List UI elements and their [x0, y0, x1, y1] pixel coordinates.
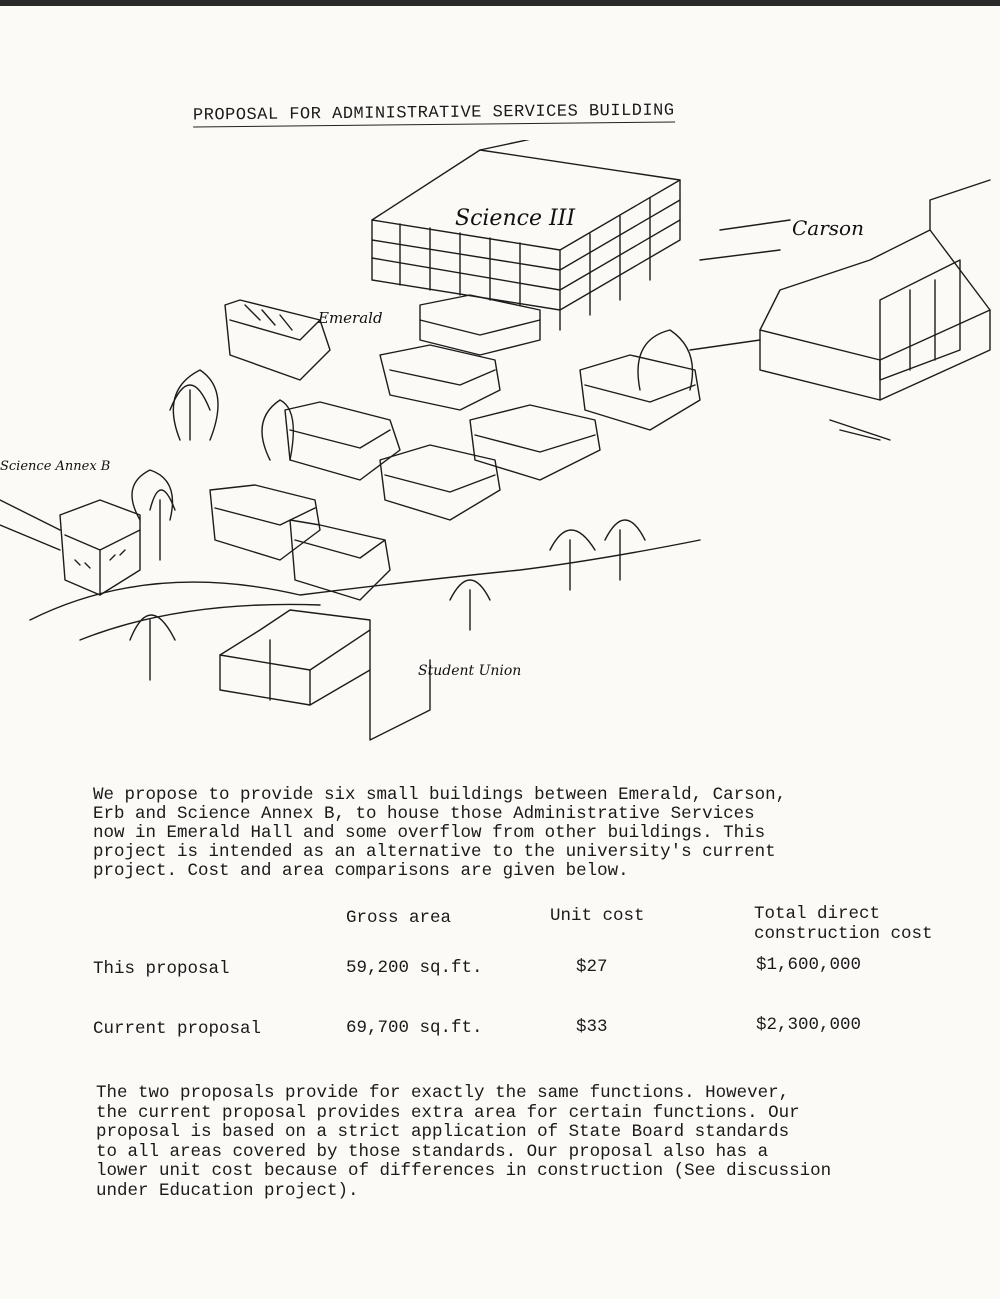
- document-title: PROPOSAL FOR ADMINISTRATIVE SERVICES BUILDING: [192, 101, 675, 126]
- carson-building: [690, 180, 990, 400]
- label-carson: Carson: [792, 216, 864, 240]
- row-total: $2,300,000: [756, 1015, 862, 1035]
- intro-paragraph: We propose to provide six small buildings between Emerald, Carson, Erb and Science Annex B, to house those Administrative Services now in Emerald Hall and some overflow from other buildings. This project is intended as an alternative to the university's current project. Cost and area comparisons are given below.: [93, 785, 787, 881]
- header-unit-cost: Unit cost: [550, 906, 645, 926]
- header-gross-area: Gross area: [346, 908, 452, 928]
- closing-paragraph: The two proposals provide for exactly the same functions. However, the current proposal provides extra area for certain functions. Our proposal is based on a strict application of State Board standards to all areas covered by those standards. Our proposal also has a lower unit cost because of differences in construction (See discussion under Education project).: [96, 1083, 832, 1201]
- label-student-union: Student Union: [418, 663, 522, 679]
- label-science-iii: Science III: [455, 206, 576, 231]
- row-label: This proposal: [93, 959, 230, 979]
- header-total-line1: Total direct: [754, 904, 881, 924]
- row-total: $1,600,000: [756, 955, 862, 975]
- campus-sketch: [0, 140, 1000, 760]
- header-total-line2: construction cost: [754, 924, 933, 944]
- label-emerald: Emerald: [318, 309, 383, 327]
- science-annex-b-building: [0, 500, 140, 595]
- paths-and-trees: [30, 330, 890, 680]
- row-unit-cost: $33: [576, 1017, 608, 1037]
- science-iii-building: [372, 140, 680, 330]
- row-gross-area: 69,700 sq.ft.: [346, 1018, 483, 1038]
- row-unit-cost: $27: [576, 957, 608, 977]
- label-science-annex-b: Science Annex B: [0, 459, 111, 474]
- student-union-building: [220, 610, 430, 740]
- row-label: Current proposal: [93, 1019, 262, 1039]
- row-gross-area: 59,200 sq.ft.: [346, 958, 483, 978]
- scan-top-edge: [0, 0, 1000, 6]
